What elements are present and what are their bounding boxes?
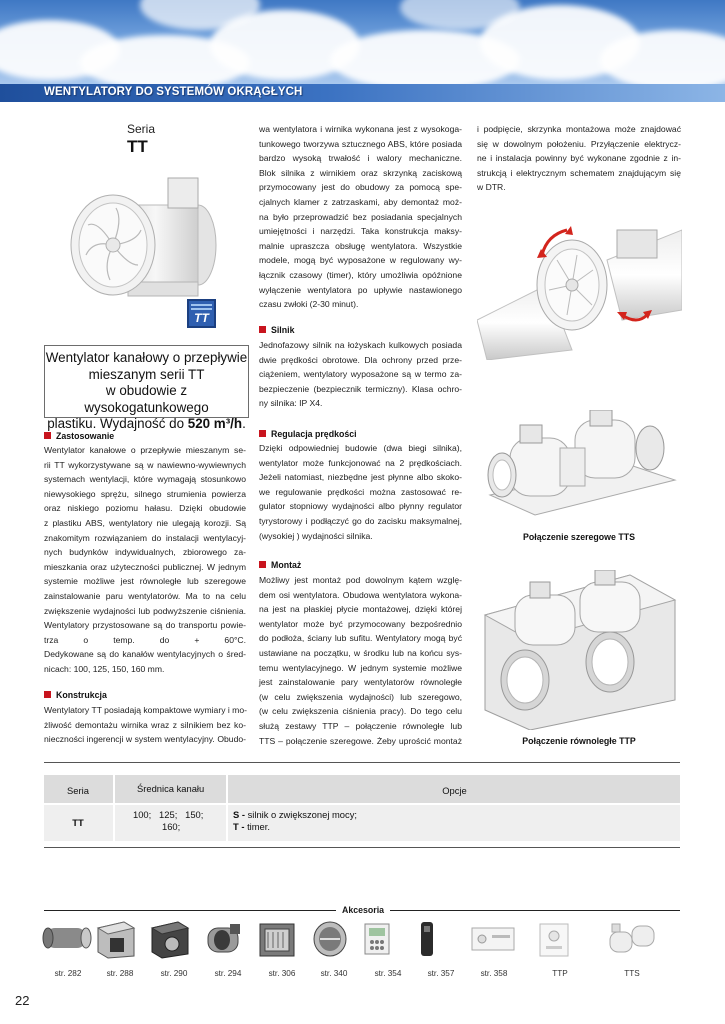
option-code: S - bbox=[233, 809, 248, 820]
text-line: (w celu zwiększenia ciśnienia pracy). Do tego celu bbox=[259, 706, 462, 717]
accessory-label: str. 294 bbox=[214, 969, 242, 978]
text-line: czasu zwłoki (2-30 minut). bbox=[259, 299, 359, 310]
text-konstrukcja-continued bbox=[259, 122, 462, 312]
text-zastosowanie bbox=[44, 443, 246, 677]
text-line: tunkowego tworzywa sztucznego ABS, które posiada bbox=[259, 138, 462, 149]
text-line: Wentylatory przystosowane są do transportu powie- bbox=[44, 620, 246, 631]
text-line: z plastiku ABS, wentylatory nie ulegają korozji. Są bbox=[44, 517, 246, 528]
text-line: wa wentylatora i wirnika wykonana jest z wysokoga- bbox=[259, 124, 462, 134]
header-opcje: Opcje bbox=[442, 785, 467, 796]
text-montaz bbox=[259, 573, 462, 748]
accessory-label: str. 354 bbox=[374, 969, 402, 978]
table-divider bbox=[113, 805, 115, 841]
heading-zastosowanie bbox=[44, 431, 114, 441]
series-set-icon bbox=[606, 918, 658, 960]
accessory-label: str. 288 bbox=[106, 969, 134, 978]
text-line: Wentylatory TT posiadają kompaktowe wymiary i mo- bbox=[44, 705, 247, 715]
text-line: ustawiane na początku, w środku lub na końcu sys- bbox=[259, 647, 462, 658]
text-line: modele, mogą być wyposażone w regulowany wy- bbox=[259, 255, 462, 266]
text-line: jest zainstalowanie pary wentylatorów równoległe bbox=[259, 677, 462, 688]
accessory-label: str. 358 bbox=[480, 969, 508, 978]
text-line: cjalnych klamer z zatrzaskami, aby demontaż moż- bbox=[259, 196, 462, 207]
text-line: dem osi wentylatora. Obudowa wentylatora wykona- bbox=[259, 589, 462, 600]
text-line: bardzo wysoką trwałość i walory mechaniczne. bbox=[259, 153, 462, 164]
text-line: wentylator może być przymocowany bezpośrednio bbox=[259, 618, 462, 629]
summary-line: mieszanym serii TT bbox=[88, 366, 205, 382]
text-line: tyrystorowy i podłączyć go do zacisku maksymalnej, bbox=[259, 515, 462, 526]
cell-option-1 bbox=[233, 809, 357, 820]
bullet-square-icon bbox=[44, 691, 51, 698]
fan-product-image bbox=[58, 170, 228, 310]
duct-silencer-icon bbox=[42, 918, 92, 960]
filter-box-icon bbox=[94, 918, 138, 960]
text-line: rii TT wykorzystywane są w nawiewno-wywiewnych bbox=[44, 459, 246, 470]
text-line: przymocowany jest do obudowy za pomocą spe- bbox=[259, 182, 462, 193]
text-silnik bbox=[259, 338, 462, 411]
text-line: się w dowolnym położeniu. Przyłączenie elektrycz- bbox=[477, 138, 681, 149]
speed-controller-icon bbox=[362, 918, 392, 960]
text-montaz-continued bbox=[477, 122, 681, 195]
section-title: WENTYLATORY DO SYSTEMÓW OKRĄGŁYCH bbox=[44, 86, 303, 98]
thermostat-icon bbox=[415, 918, 439, 960]
filter-cassette-icon bbox=[256, 918, 300, 960]
text-line: na było przeprowadzić bez posiadania specjalnych bbox=[259, 211, 462, 222]
series-name: TT bbox=[127, 137, 148, 156]
fan-mounting-image bbox=[477, 200, 682, 360]
text-line: malnie upraszcza obsługę wentylatora. Wszystkie bbox=[259, 240, 462, 251]
accessory-label: str. 282 bbox=[54, 969, 82, 978]
heading-text: Regulacja prędkości bbox=[271, 429, 357, 439]
accessory-label: str. 306 bbox=[268, 969, 296, 978]
text-line: nieczności ingerencji w system wentylacyjny. Obudo- bbox=[44, 734, 246, 745]
backdraft-damper-icon bbox=[308, 918, 352, 960]
heading-montaz bbox=[259, 560, 301, 570]
text-line: w DTR. bbox=[477, 182, 506, 193]
option-text: timer. bbox=[247, 821, 270, 832]
text-line: Blok silnika z wirnikiem oraz skrzynką zaciskową bbox=[259, 167, 462, 178]
badge-text: TT bbox=[194, 311, 209, 325]
text-line: wyłączenie wentylatora po upływie nastawionego bbox=[259, 284, 462, 295]
heading-text: Zastosowanie bbox=[56, 431, 115, 441]
text-line: TTS – połączenie szeregowe. Żeby uprościć montaż bbox=[259, 735, 462, 746]
page-number: 22 bbox=[15, 993, 30, 1008]
switch-icon bbox=[468, 918, 518, 960]
summary-line: w obudowie z wysokogatunkowego bbox=[84, 383, 209, 415]
text-line: nych budynków indywidualnych, zbiorowego za- bbox=[44, 547, 246, 558]
bullet-square-icon bbox=[259, 430, 266, 437]
heading-silnik bbox=[259, 325, 294, 335]
accessories-title: Akcesoria bbox=[342, 905, 385, 915]
text-line: trza o temp. do + 60°C. bbox=[44, 634, 246, 645]
text-line: Możliwy jest montaż pod dowolnym kątem wzglę- bbox=[259, 575, 462, 585]
text-line: łącznik czasowy (timer), który umożliwia opóźnione bbox=[259, 269, 462, 280]
text-line: umiejętności i narzędzi. Taka konstrukcja maksy- bbox=[259, 226, 462, 237]
text-line: Jeżeli natomiast, niezbędne jest płynne albo skoko- bbox=[259, 472, 462, 483]
text-line: nicach: 100, 125, 150, 160 mm. bbox=[44, 663, 165, 674]
text-line: oraz niskiego poziomu hałasu. Dzięki obudowie bbox=[44, 503, 246, 514]
option-code: T - bbox=[233, 821, 248, 832]
text-line: Dzięki odpowiedniej budowie (dwa biegi silnika), bbox=[259, 443, 462, 453]
duct-heater-icon bbox=[202, 918, 246, 960]
table-bottom-rule bbox=[44, 847, 680, 848]
text-line: i podpięcie, skrzynka montażowa może znajdować bbox=[477, 124, 681, 134]
summary-text: plastiku. Wydajność do bbox=[47, 416, 188, 431]
bullet-square-icon bbox=[259, 561, 266, 568]
capacity-value: 520 m³/h bbox=[187, 416, 243, 431]
series-connection-image bbox=[480, 410, 680, 525]
heading-regulacja bbox=[259, 429, 357, 439]
heading-text: Konstrukcja bbox=[56, 690, 107, 700]
accessory-label: str. 357 bbox=[427, 969, 455, 978]
table-divider bbox=[226, 805, 228, 841]
text-line: zwiększenie wydajności lub podwyższenie ciśnienia. bbox=[44, 605, 246, 616]
caption-series: Połączenie szeregowe TTS bbox=[523, 532, 635, 542]
parallel-set-icon bbox=[534, 918, 574, 960]
text-line: mieszkania oraz użyteczności publicznej. W jednym bbox=[44, 561, 246, 572]
text-line: niewysokiego sprężu, silnego strumienia powierza bbox=[44, 488, 246, 499]
text-line: gulator stopniowy wydajności albo płynny regulator bbox=[259, 501, 462, 512]
text-line: Jednofazowy silnik na łożyskach kulkowych posiada bbox=[259, 340, 462, 350]
accessory-label: str. 340 bbox=[320, 969, 348, 978]
text-line: temu wentylacyjnego. W jednym systemie możliwe bbox=[259, 662, 462, 673]
series-label: Seria bbox=[127, 122, 156, 136]
accessory-label: TTS bbox=[624, 969, 640, 978]
accessories-rule-left bbox=[44, 910, 336, 911]
caption-parallel: Połączenie równoległe TTP bbox=[522, 736, 636, 746]
text-line: do podłoża, ściany lub sufitu. Wentylatory mogą być bbox=[259, 633, 462, 644]
text-line: we regulowanie prędkości można zastosować re- bbox=[259, 486, 462, 497]
text-line: zainstalowanie paru wentylatorów. Ma to na celu bbox=[44, 590, 246, 601]
heater-box-icon bbox=[148, 918, 192, 960]
text-line: żliwość demontażu wirnika wraz z silnikiem bez ko- bbox=[44, 719, 246, 730]
text-line: bezpieczenie (bezpiecznik termiczny). Klasa ochro- bbox=[259, 383, 462, 394]
text-line: systemie możliwe jest równoległe lub szeregowe bbox=[44, 576, 246, 587]
option-text: silnik o zwiększonej mocy; bbox=[247, 809, 358, 820]
tt-badge bbox=[187, 299, 216, 328]
text-line: dwie prędkości obrotowe. Dla ochrony przed prze- bbox=[259, 354, 462, 365]
text-line: ciążeniem, wentylatory wyposażone są w termo za- bbox=[259, 369, 462, 380]
cell-option-2 bbox=[233, 821, 270, 832]
sky-banner bbox=[0, 0, 725, 84]
text-line: znakomitym rozwiązaniem do instalacji wentylacyj- bbox=[44, 532, 246, 543]
header-seria: Seria bbox=[67, 785, 89, 796]
text-line: (w celu zwiększenia wydajności) lub szeregowo, bbox=[259, 691, 462, 702]
text-line: na jest na płaskiej płycie montażowej, dzięki której bbox=[259, 604, 462, 615]
text-regulacja bbox=[259, 441, 462, 543]
text-line: strukcją i elektrycznym schematem znajdującym się bbox=[477, 167, 681, 178]
summary-line: Wentylator kanałowy o przepływie bbox=[45, 350, 248, 365]
text-line: służą zestawy TTP – połączenie równoległe lub bbox=[259, 720, 462, 731]
heading-konstrukcja bbox=[44, 690, 107, 700]
accessory-label: TTP bbox=[552, 969, 568, 978]
text-line: (wysokiej ) wydajności silnika. bbox=[259, 530, 373, 541]
summary-text: . bbox=[242, 416, 246, 431]
section-bar bbox=[0, 84, 725, 102]
text-line: Dedykowane są do kanałów wentylacyjnych o śred- bbox=[44, 649, 246, 660]
text-line: Wentylator kanałowe o przepływie mieszanym se- bbox=[44, 445, 246, 455]
text-line: ne i instalacja powinny być wykonane zgodnie z in- bbox=[477, 153, 681, 164]
cell-srednica-1: 100; 125; 150; bbox=[133, 809, 204, 820]
bullet-square-icon bbox=[44, 432, 51, 439]
cell-seria: TT bbox=[72, 817, 84, 828]
text-line: wentylator może funkcjonować na 2 prędkościach. bbox=[259, 457, 462, 468]
heading-text: Montaż bbox=[271, 560, 302, 570]
text-line: ny silnika: IP X4. bbox=[259, 398, 323, 409]
accessories-rule-right bbox=[390, 910, 680, 911]
bullet-square-icon bbox=[259, 326, 266, 333]
parallel-connection-image bbox=[480, 570, 680, 730]
heading-text: Silnik bbox=[271, 325, 295, 335]
product-summary-box bbox=[44, 345, 249, 431]
cell-srednica-2: 160; bbox=[162, 821, 181, 832]
text-line: systemach wentylacji, które wymagają stosunkowo bbox=[44, 474, 246, 485]
header-srednica: Średnica kanału bbox=[137, 783, 205, 794]
text-konstrukcja bbox=[44, 703, 246, 747]
accessory-label: str. 290 bbox=[160, 969, 188, 978]
table-top-rule bbox=[44, 762, 680, 763]
